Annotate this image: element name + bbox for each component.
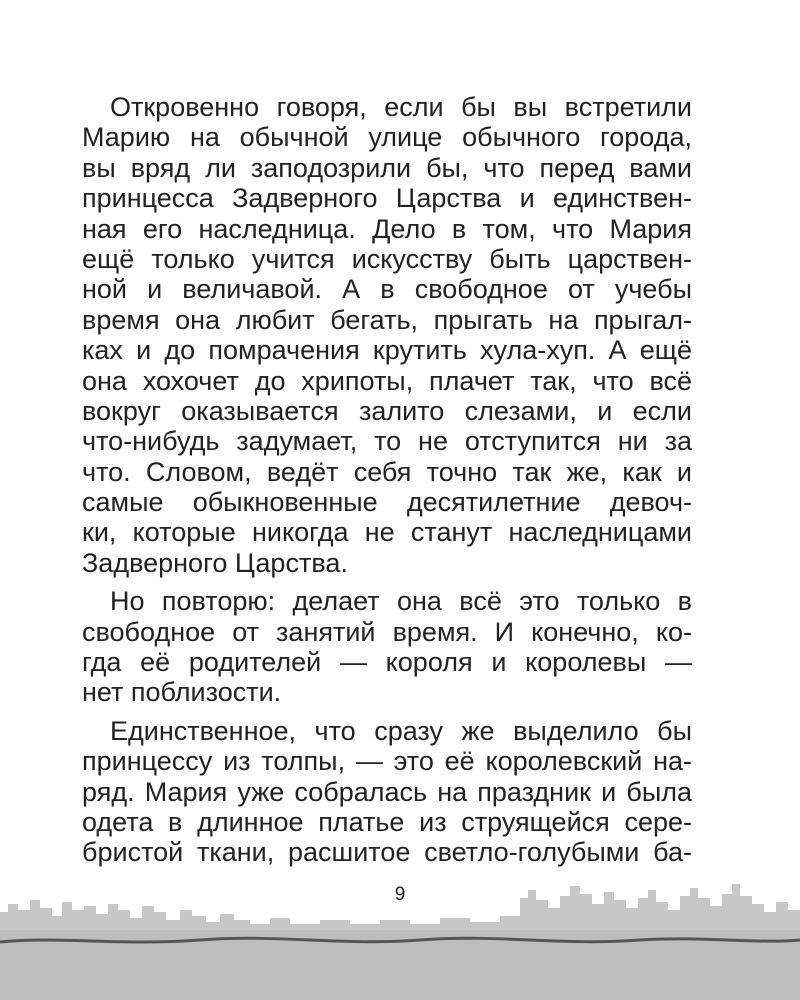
text-line: ки, которые никогда не станут наследницами (82, 517, 692, 548)
text-line: Марию на обычной улице обычного города, (82, 122, 692, 153)
text-line: гда её родителей — короля и королевы — (82, 647, 692, 678)
text-line: ная его наследница. Дело в том, что Мария (82, 213, 692, 244)
text-line: что-нибудь задумает, то не отступится ни за (82, 426, 692, 457)
body-text (82, 92, 692, 868)
text-line: самые обыкновенные десятилетние девоч- (82, 487, 692, 518)
text-line: ряд. Мария уже собралась на праздник и была (82, 776, 692, 807)
text-line: принцесса Задверного Царства и единствен- (82, 183, 692, 214)
city-skyline-footer (0, 860, 800, 1000)
text-line: принцессу из толпы, — это её королевский на- (82, 746, 692, 777)
text-line: ной и величавой. А в свободное от учебы (82, 274, 692, 305)
paragraph-2 (82, 586, 692, 708)
text-line: ещё только учится искусству быть царствен- (82, 243, 692, 274)
text-line: она хохочет до хрипоты, плачет так, что всё (82, 365, 692, 396)
text-line: Но повторю: делает она всё это только в (110, 586, 692, 617)
text-line: Единственное, что сразу же выделило бы (110, 715, 692, 746)
text-line: время она любит бегать, прыгать на прыгал- (82, 304, 692, 335)
text-line: вы вряд ли заподозрили бы, что перед вами (82, 152, 692, 183)
text-line: ках и до помрачения крутить хула-хуп. А ещё (82, 335, 692, 366)
text-line: нет поблизости. (82, 677, 282, 708)
text-line: Задверного Царства. (82, 547, 348, 578)
text-line: свободное от занятий время. И конечно, ко- (82, 616, 692, 647)
text-line: Откровенно говоря, если бы вы встретили (110, 92, 692, 122)
text-line: что. Словом, ведёт себя точно так же, как и (82, 456, 692, 487)
page-number: 9 (394, 884, 406, 905)
text-line: бристой ткани, расшитое светло-голубыми ба- (82, 837, 692, 868)
paragraph-3 (82, 716, 692, 868)
paragraph-1 (82, 92, 692, 578)
text-line: вокруг оказывается залито слезами, и если (82, 395, 692, 426)
text-line: одета в длинное платье из струящейся сере- (82, 806, 692, 837)
